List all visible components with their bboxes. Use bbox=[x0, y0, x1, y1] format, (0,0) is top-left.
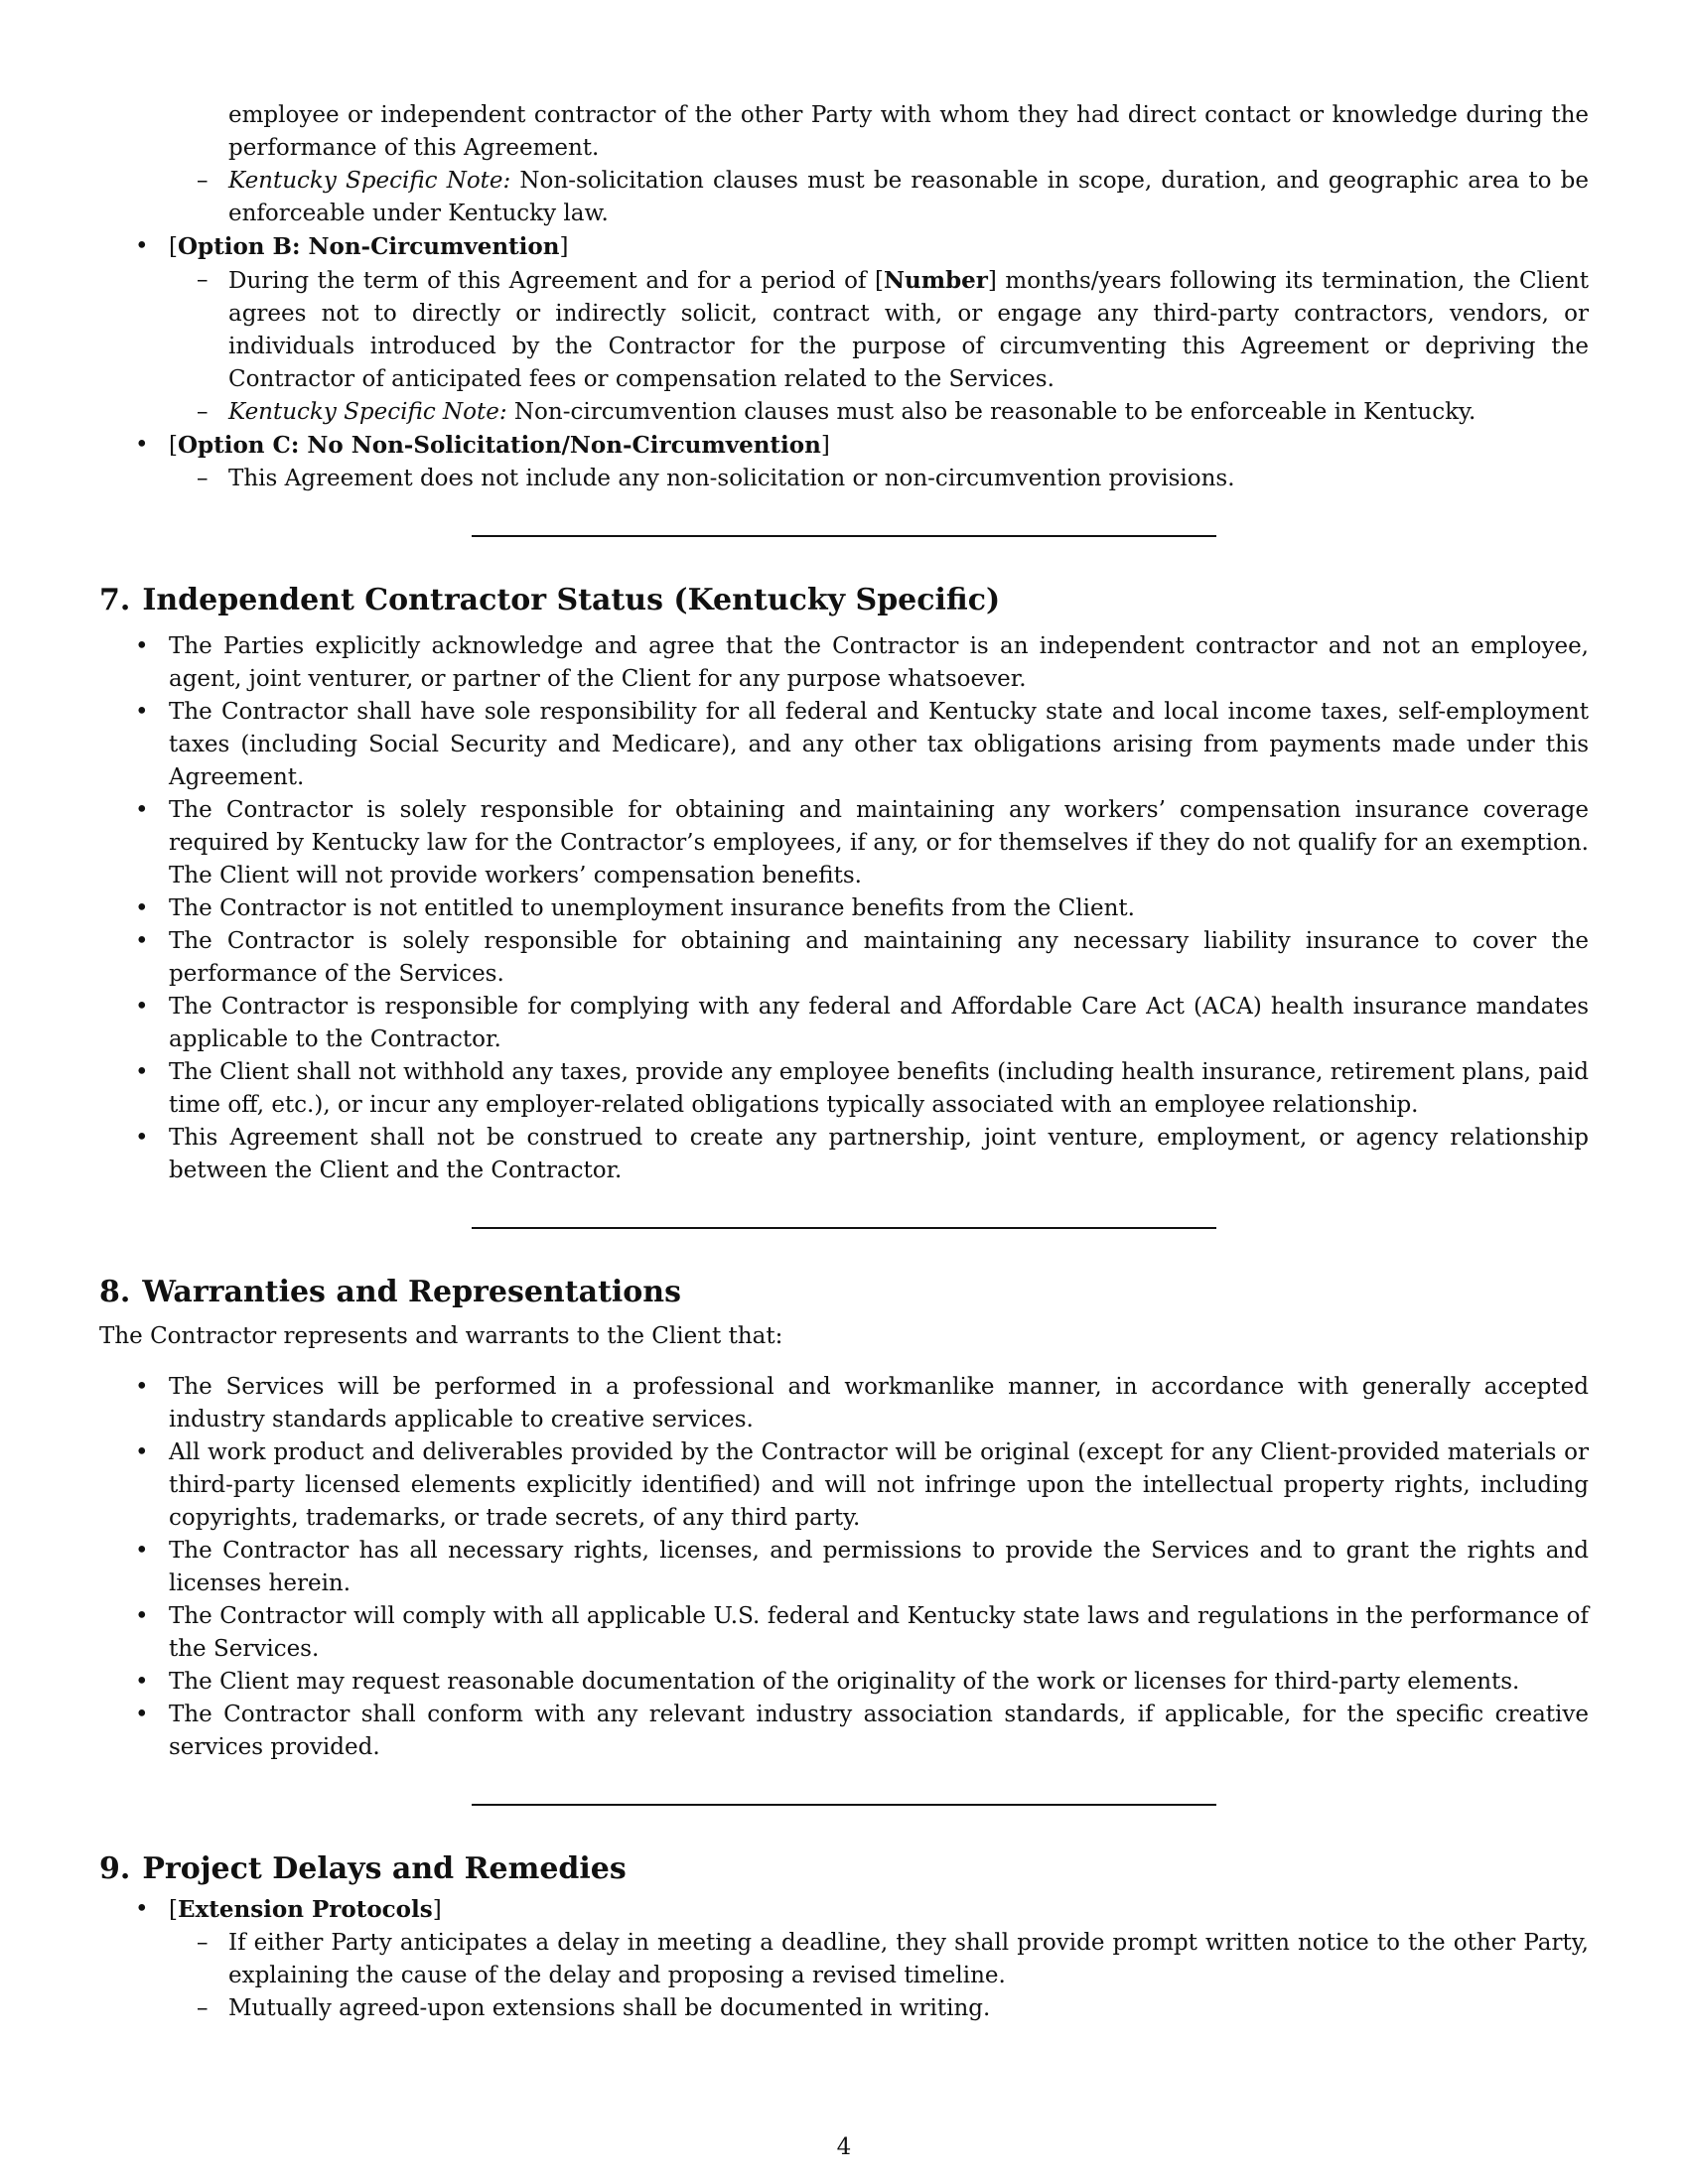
bullet-marker: • bbox=[135, 699, 149, 725]
item-text: All work product and deliverables provided by the Contractor will be original (except for any Client-provided materials or third-party licensed elements explicitly identified) and will not infringe upon the intellectual property rights, including copyrights, trademarks, or trade secrets, of any third party. bbox=[169, 1439, 1589, 1531]
item-text: The Contractor is not entitled to unemployment insurance benefits from the Client. bbox=[169, 895, 1135, 921]
section-title: Project Delays and Remedies bbox=[142, 1851, 627, 1886]
list-item bbox=[99, 1436, 1589, 1535]
options-list bbox=[99, 230, 1589, 495]
bracket: ] bbox=[432, 1897, 442, 1923]
option-c-item bbox=[99, 429, 1589, 463]
item-text: The Services will be performed in a professional and workmanlike manner, in accordance with generally accepted industry standards applicable to creative services. bbox=[169, 1374, 1589, 1433]
dash-marker: – bbox=[197, 168, 209, 194]
item-text: The Client shall not withhold any taxes, provide any employee benefits (including health insurance, retirement plans, paid time off, etc.), or incur any employer-related obligations typically associated with an employee relationship. bbox=[169, 1059, 1589, 1118]
option-b-item bbox=[99, 230, 1589, 264]
extension-protocols-item bbox=[99, 1893, 1589, 1927]
document-page bbox=[99, 99, 1589, 2025]
option-b-title: Option B: Non-Circumvention bbox=[177, 233, 560, 260]
section-number: 7. bbox=[99, 583, 131, 617]
list-item bbox=[99, 1992, 1589, 2025]
list-item bbox=[99, 1666, 1589, 1699]
section-title: Warranties and Representations bbox=[142, 1275, 681, 1309]
bullet-marker: • bbox=[135, 1059, 149, 1085]
item-text: The Contractor has all necessary rights, licenses, and permissions to provide the Services and to grant the rights and licenses herein. bbox=[169, 1538, 1589, 1596]
list-item bbox=[99, 630, 1589, 696]
horizontal-rule bbox=[472, 1227, 1216, 1229]
item-text: Mutually agreed-upon extensions shall be documented in writing. bbox=[228, 1995, 991, 2021]
list-item bbox=[99, 1122, 1589, 1187]
bullet-marker: • bbox=[135, 1125, 149, 1151]
list-item bbox=[99, 892, 1589, 925]
extension-protocols-title: Extension Protocols bbox=[177, 1896, 433, 1923]
section-title: Independent Contractor Status (Kentucky Specific) bbox=[142, 583, 1001, 617]
dash-marker: – bbox=[197, 466, 209, 491]
bracket: [ bbox=[169, 1897, 178, 1923]
item-text: The Contractor will comply with all applicable U.S. federal and Kentucky state laws and regulations in the performance of the Services. bbox=[169, 1603, 1589, 1662]
dash-marker: – bbox=[197, 1995, 209, 2021]
item-text: ] months/years following its termination, the Client agrees not to directly or indirectly solicit, contract with, or engage any third-party contractors, vendors, or individuals introduced by the Contractor for the purpose of circumventing this Agreement or depriving the Contractor of anticipated fees or compensation related to the Services. bbox=[228, 268, 1589, 392]
note-text: Non-circumvention clauses must also be reasonable to be enforceable in Kentucky. bbox=[506, 399, 1477, 425]
dash-marker: – bbox=[197, 1930, 209, 1956]
page-number: 4 bbox=[836, 2134, 852, 2160]
list-item bbox=[99, 1371, 1589, 1436]
list-item bbox=[99, 1056, 1589, 1122]
list-item bbox=[99, 925, 1589, 991]
item-text: The Contractor shall have sole responsibility for all federal and Kentucky state and local income taxes, self-employment taxes (including Social Security and Medicare), and any other tax obligations arising from payments made under this Agreement. bbox=[169, 699, 1589, 790]
horizontal-rule bbox=[472, 535, 1216, 537]
list-item bbox=[99, 1699, 1589, 1764]
item-text: The Contractor is solely responsible for obtaining and maintaining any workers’ compensation insurance coverage required by Kentucky law for the Contractor’s employees, if any, or for themselves if they do not qualify for an exemption. The Client will not provide workers’ compensation benefits. bbox=[169, 797, 1589, 888]
item-text: If either Party anticipates a delay in meeting a deadline, they shall provide prompt written notice to the other Party, explaining the cause of the delay and proposing a revised timeline. bbox=[228, 1930, 1589, 1988]
number-placeholder: Number bbox=[883, 267, 988, 294]
section-9-list bbox=[99, 1893, 1589, 2025]
bullet-marker: • bbox=[135, 1538, 149, 1564]
list-item bbox=[99, 1535, 1589, 1600]
bullet-marker: • bbox=[135, 633, 149, 659]
section-heading bbox=[99, 581, 1589, 620]
bullet-marker: • bbox=[135, 1374, 149, 1400]
bullet-marker: • bbox=[135, 928, 149, 954]
note-text: Non-solicitation clauses must be reasonable in scope, duration, and geographic area to be enforceable under Kentucky law. bbox=[228, 168, 1589, 226]
section-number: 8. bbox=[99, 1275, 131, 1309]
option-c-title: Option C: No Non-Solicitation/Non-Circumvention bbox=[177, 432, 821, 459]
item-text: The Contractor is solely responsible for obtaining and maintaining any necessary liability insurance to cover the performance of the Services. bbox=[169, 928, 1589, 987]
bullet-marker: • bbox=[135, 1669, 149, 1695]
bracket: [ bbox=[169, 433, 178, 459]
item-text: This Agreement shall not be construed to create any partnership, joint venture, employment, or agency relationship between the Client and the Contractor. bbox=[169, 1125, 1589, 1183]
item-text: The Contractor is responsible for complying with any federal and Affordable Care Act (ACA) health insurance mandates applicable to the Contractor. bbox=[169, 994, 1589, 1052]
section-8-list bbox=[99, 1371, 1589, 1764]
dash-marker: – bbox=[197, 399, 209, 425]
note-label: Kentucky Specific Note: bbox=[228, 399, 507, 425]
bullet-marker: • bbox=[135, 1439, 149, 1465]
section-heading bbox=[99, 1849, 1589, 1889]
item-text: The Parties explicitly acknowledge and agree that the Contractor is an independent contractor and not an employee, agent, joint venturer, or partner of the Client for any purpose whatsoever. bbox=[169, 633, 1589, 692]
bullet-marker: • bbox=[135, 994, 149, 1020]
list-item bbox=[99, 1600, 1589, 1666]
item-text: During the term of this Agreement and for a period of [ bbox=[228, 268, 884, 294]
bullet-marker: • bbox=[135, 233, 149, 259]
list-item bbox=[99, 1927, 1589, 1992]
bullet-marker: • bbox=[135, 797, 149, 823]
bullet-marker: • bbox=[135, 1702, 149, 1727]
section-number: 9. bbox=[99, 1851, 131, 1886]
section-intro: The Contractor represents and warrants to the Client that: bbox=[99, 1323, 783, 1349]
bullet-marker: • bbox=[135, 432, 149, 458]
bracket: ] bbox=[559, 234, 569, 260]
bracket: ] bbox=[820, 433, 830, 459]
bullet-marker: • bbox=[135, 1603, 149, 1629]
list-item bbox=[99, 794, 1589, 892]
list-item bbox=[99, 696, 1589, 794]
list-item bbox=[99, 165, 1589, 230]
dash-marker: – bbox=[197, 267, 209, 293]
list-item bbox=[99, 463, 1589, 495]
horizontal-rule bbox=[472, 1804, 1216, 1806]
list-item bbox=[99, 396, 1589, 429]
continuation-text: employee or independent contractor of the other Party with whom they had direct contact or knowledge during the performance of this Agreement. bbox=[228, 102, 1589, 161]
item-text: This Agreement does not include any non-solicitation or non-circumvention provisions. bbox=[228, 466, 1235, 491]
option-a-sublist bbox=[99, 165, 1589, 230]
section-7-list bbox=[99, 630, 1589, 1187]
list-item bbox=[99, 991, 1589, 1056]
section-heading bbox=[99, 1273, 1589, 1312]
list-item bbox=[99, 264, 1589, 396]
note-label: Kentucky Specific Note: bbox=[228, 168, 511, 194]
bracket: [ bbox=[169, 234, 178, 260]
bullet-marker: • bbox=[135, 895, 149, 921]
item-text: The Contractor shall conform with any relevant industry association standards, if applicable, for the specific creative services provided. bbox=[169, 1702, 1589, 1760]
bullet-marker: • bbox=[135, 1896, 149, 1922]
item-text: The Client may request reasonable documentation of the originality of the work or licenses for third-party elements. bbox=[169, 1669, 1520, 1695]
